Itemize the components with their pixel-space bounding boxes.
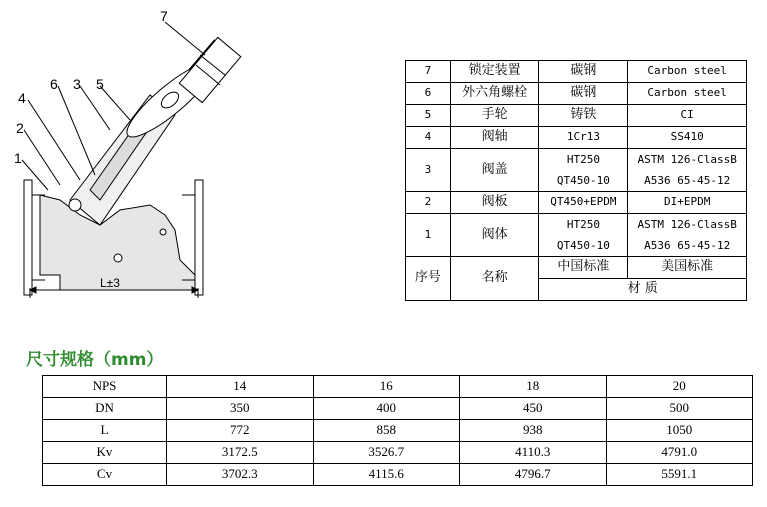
spec-table (42, 375, 753, 486)
spec-cell: 4796.7 (460, 464, 607, 486)
part-number: 1 (406, 214, 451, 257)
spec-cell: 772 (167, 420, 314, 442)
spec-cell: 14 (167, 376, 314, 398)
callout-4: 4 (18, 90, 26, 106)
callout-6: 6 (50, 76, 58, 92)
us-standard (628, 149, 747, 192)
part-number: 3 (406, 149, 451, 192)
spec-cell: 350 (167, 398, 314, 420)
part-name: 外六角螺栓 (450, 83, 539, 105)
cn-standard-line: HT250 (566, 218, 600, 231)
callout-7: 7 (160, 8, 168, 24)
us-standard: Carbon steel (628, 83, 747, 105)
materials-table (405, 60, 747, 301)
materials-row (406, 214, 747, 257)
cn-standard (539, 149, 628, 192)
us-standard-line: A536 65-45-12 (644, 239, 731, 252)
spec-cell: 4110.3 (460, 442, 607, 464)
materials-row (406, 83, 747, 105)
spec-row (43, 420, 753, 442)
header-name: 名称 (450, 257, 539, 301)
spec-cell: 1050 (606, 420, 753, 442)
us-standard: SS410 (628, 127, 747, 149)
header-no: 序号 (406, 257, 451, 301)
spec-cell: 858 (313, 420, 460, 442)
materials-row (406, 149, 747, 192)
cn-standard: 碳钢 (539, 61, 628, 83)
spec-row-label: L (43, 420, 167, 442)
callout-1: 1 (14, 150, 22, 166)
us-standard-line: ASTM 126-ClassB (637, 153, 737, 166)
cn-standard: 铸铁 (539, 105, 628, 127)
spec-cell: 4115.6 (313, 464, 460, 486)
spec-cell: 500 (606, 398, 753, 420)
valve-drawing (0, 0, 400, 320)
materials-row (406, 105, 747, 127)
spec-cell: 5591.1 (606, 464, 753, 486)
spec-cell: 16 (313, 376, 460, 398)
dimension-label: L±3 (100, 276, 120, 290)
spec-title: 尺寸规格（mm） (26, 350, 164, 370)
callout-2: 2 (16, 120, 24, 136)
us-standard: Carbon steel (628, 61, 747, 83)
spec-cell: 3526.7 (313, 442, 460, 464)
spec-row-label: DN (43, 398, 167, 420)
spec-row (43, 464, 753, 486)
part-name: 阀板 (450, 192, 539, 214)
spec-cell: 4791.0 (606, 442, 753, 464)
part-number: 7 (406, 61, 451, 83)
part-number: 4 (406, 127, 451, 149)
spec-cell: 450 (460, 398, 607, 420)
part-name: 阀体 (450, 214, 539, 257)
cn-standard-line: QT450-10 (556, 174, 610, 187)
callout-3: 3 (73, 76, 81, 92)
cn-standard (539, 214, 628, 257)
part-name: 手轮 (450, 105, 539, 127)
cn-standard: QT450+EPDM (539, 192, 628, 214)
header-material: 材 质 (539, 279, 747, 301)
cn-standard: 碳钢 (539, 83, 628, 105)
part-number: 2 (406, 192, 451, 214)
spec-cell: 3702.3 (167, 464, 314, 486)
part-name: 锁定装置 (450, 61, 539, 83)
materials-header-row (406, 257, 747, 279)
materials-row (406, 127, 747, 149)
callout-5: 5 (96, 76, 104, 92)
us-standard: CI (628, 105, 747, 127)
header-us: 美国标准 (628, 257, 747, 279)
header-cn: 中国标准 (539, 257, 628, 279)
spec-row-label: NPS (43, 376, 167, 398)
part-number: 5 (406, 105, 451, 127)
cn-standard-line: HT250 (566, 153, 600, 166)
spec-cell: 400 (313, 398, 460, 420)
cn-standard-line: QT450-10 (556, 239, 610, 252)
spec-cell: 20 (606, 376, 753, 398)
materials-row (406, 192, 747, 214)
us-standard-line: ASTM 126-ClassB (637, 218, 737, 231)
spec-cell: 938 (460, 420, 607, 442)
spec-cell: 3172.5 (167, 442, 314, 464)
spec-row-label: Cv (43, 464, 167, 486)
spec-row-label: Kv (43, 442, 167, 464)
spec-cell: 18 (460, 376, 607, 398)
spec-row (43, 398, 753, 420)
spec-row (43, 376, 753, 398)
us-standard-line: A536 65-45-12 (644, 174, 731, 187)
part-number: 6 (406, 83, 451, 105)
spec-row (43, 442, 753, 464)
materials-row (406, 61, 747, 83)
us-standard: DI+EPDM (628, 192, 747, 214)
part-name: 阀盖 (450, 149, 539, 192)
cn-standard: 1Cr13 (539, 127, 628, 149)
us-standard (628, 214, 747, 257)
part-name: 阀轴 (450, 127, 539, 149)
